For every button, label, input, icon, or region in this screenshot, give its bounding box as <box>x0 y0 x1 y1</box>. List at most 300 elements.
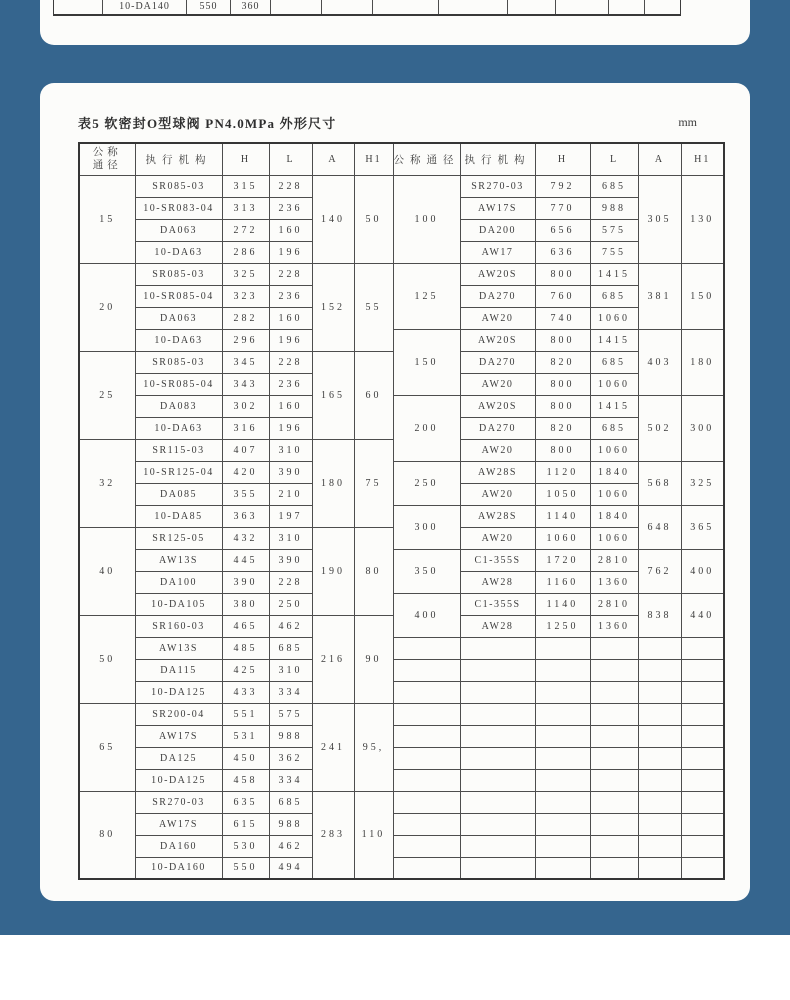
data-cell <box>590 769 638 791</box>
data-cell: 800 <box>535 395 590 417</box>
previous-table-card <box>40 0 750 45</box>
data-cell <box>393 813 460 835</box>
data-cell: 210 <box>269 483 312 505</box>
data-cell: 190 <box>312 527 354 615</box>
data-cell: 2810 <box>590 593 638 615</box>
data-cell: 648 <box>638 505 681 549</box>
data-cell <box>535 813 590 835</box>
data-cell <box>590 703 638 725</box>
data-cell: 420 <box>222 461 269 483</box>
data-cell: DA200 <box>460 219 535 241</box>
data-cell: DA270 <box>460 285 535 307</box>
data-cell: 407 <box>222 439 269 461</box>
data-cell <box>393 703 460 725</box>
data-cell <box>590 681 638 703</box>
data-cell: 228 <box>269 351 312 373</box>
data-cell: 10-DA160 <box>135 857 222 879</box>
data-cell: 1250 <box>535 615 590 637</box>
table-row <box>79 703 724 725</box>
data-cell: 575 <box>590 219 638 241</box>
table-row <box>79 813 724 835</box>
table-row <box>79 857 724 879</box>
data-cell: 390 <box>269 461 312 483</box>
data-cell: 820 <box>535 351 590 373</box>
data-cell: 575 <box>269 703 312 725</box>
data-cell: 362 <box>269 747 312 769</box>
data-cell: C1-355S <box>460 549 535 571</box>
data-cell: 310 <box>269 439 312 461</box>
data-cell <box>535 725 590 747</box>
data-cell: AW20S <box>460 329 535 351</box>
strip-cell: 360 <box>231 0 271 14</box>
data-cell <box>590 791 638 813</box>
data-cell: 90 <box>354 615 393 703</box>
table-row <box>79 395 724 417</box>
data-cell: 272 <box>222 219 269 241</box>
data-cell: 50 <box>354 175 393 263</box>
dn-cell: 40 <box>79 527 135 615</box>
data-cell: 760 <box>535 285 590 307</box>
data-cell: 1060 <box>590 439 638 461</box>
data-cell: 302 <box>222 395 269 417</box>
data-cell: C1-355S <box>460 593 535 615</box>
dn-cell: 200 <box>393 395 460 461</box>
dn-cell: 125 <box>393 263 460 329</box>
data-cell: SR115-03 <box>135 439 222 461</box>
data-cell: 988 <box>590 197 638 219</box>
data-cell <box>638 659 681 681</box>
data-cell <box>638 747 681 769</box>
data-cell: AW20S <box>460 395 535 417</box>
strip-cell <box>271 0 322 14</box>
data-cell: 1060 <box>590 483 638 505</box>
data-cell <box>638 703 681 725</box>
data-cell <box>535 769 590 791</box>
table-row <box>79 175 724 197</box>
table-row <box>79 263 724 285</box>
data-cell: DA085 <box>135 483 222 505</box>
data-cell: 250 <box>269 593 312 615</box>
data-cell: 196 <box>269 329 312 351</box>
data-cell: 10-SR085-04 <box>135 373 222 395</box>
data-cell <box>590 835 638 857</box>
data-cell: 160 <box>269 219 312 241</box>
data-cell: 1060 <box>590 527 638 549</box>
data-cell: AW13S <box>135 549 222 571</box>
data-cell <box>393 681 460 703</box>
data-cell: 10-DA63 <box>135 417 222 439</box>
data-cell: 685 <box>590 285 638 307</box>
data-cell: SR085-03 <box>135 175 222 197</box>
data-cell <box>535 637 590 659</box>
header-dn-right: 公称通径 <box>393 143 460 175</box>
data-cell <box>393 835 460 857</box>
table-row <box>79 835 724 857</box>
data-cell: 1140 <box>535 505 590 527</box>
data-cell: DA270 <box>460 351 535 373</box>
data-cell: 10-DA125 <box>135 769 222 791</box>
data-cell: 286 <box>222 241 269 263</box>
data-cell: SR085-03 <box>135 351 222 373</box>
strip-cell <box>373 0 439 14</box>
data-cell: AW17S <box>135 813 222 835</box>
data-cell: 502 <box>638 395 681 461</box>
header-a-left: A <box>312 143 354 175</box>
strip-cell <box>645 0 680 14</box>
header-actuator-right: 执行机构 <box>460 143 535 175</box>
data-cell: 160 <box>269 307 312 329</box>
data-cell: AW20 <box>460 483 535 505</box>
data-cell <box>590 637 638 659</box>
data-cell <box>638 813 681 835</box>
data-cell: AW17 <box>460 241 535 263</box>
strip-cell: 550 <box>187 0 231 14</box>
data-cell: 310 <box>269 659 312 681</box>
data-cell: 140 <box>312 175 354 263</box>
data-cell <box>681 791 724 813</box>
data-cell <box>393 769 460 791</box>
data-cell <box>681 659 724 681</box>
dn-cell: 65 <box>79 703 135 791</box>
data-cell <box>535 681 590 703</box>
data-cell: 283 <box>312 791 354 879</box>
data-cell: 440 <box>681 593 724 637</box>
header-dn-left-line1: 公称 <box>92 147 122 159</box>
data-cell: 296 <box>222 329 269 351</box>
data-cell: 355 <box>222 483 269 505</box>
data-cell <box>460 813 535 835</box>
data-cell <box>460 703 535 725</box>
table5-title: 表5 软密封O型球阀 PN4.0MPa 外形尺寸 <box>78 116 337 131</box>
data-cell: 1060 <box>590 373 638 395</box>
data-cell: 1060 <box>590 307 638 329</box>
data-cell: 458 <box>222 769 269 791</box>
data-cell: DA100 <box>135 571 222 593</box>
data-cell <box>681 637 724 659</box>
table-row <box>79 329 724 351</box>
data-cell: 228 <box>269 571 312 593</box>
table-row <box>79 659 724 681</box>
table-row <box>79 725 724 747</box>
data-cell: 685 <box>269 791 312 813</box>
data-cell <box>590 813 638 835</box>
data-cell <box>535 791 590 813</box>
data-cell: DA125 <box>135 747 222 769</box>
data-cell: 403 <box>638 329 681 395</box>
table5-title-row <box>78 113 705 131</box>
data-cell <box>590 725 638 747</box>
header-h-right: H <box>535 143 590 175</box>
data-cell: 615 <box>222 813 269 835</box>
data-cell: 762 <box>638 549 681 593</box>
header-a-right: A <box>638 143 681 175</box>
table5 <box>78 142 725 880</box>
data-cell: 180 <box>681 329 724 395</box>
data-cell: 485 <box>222 637 269 659</box>
table-row <box>79 791 724 813</box>
data-cell <box>638 769 681 791</box>
dn-cell: 25 <box>79 351 135 439</box>
data-cell: 2810 <box>590 549 638 571</box>
data-cell: DA063 <box>135 307 222 329</box>
data-cell: AW20S <box>460 263 535 285</box>
data-cell: 800 <box>535 373 590 395</box>
data-cell <box>393 747 460 769</box>
data-cell: 325 <box>222 263 269 285</box>
data-cell: AW20 <box>460 307 535 329</box>
data-cell: 800 <box>535 329 590 351</box>
data-cell: 55 <box>354 263 393 351</box>
data-cell: 236 <box>269 285 312 307</box>
data-cell: 313 <box>222 197 269 219</box>
data-cell: 95, <box>354 703 393 791</box>
data-cell: 432 <box>222 527 269 549</box>
data-cell: 196 <box>269 417 312 439</box>
data-cell: 315 <box>222 175 269 197</box>
data-cell: SR085-03 <box>135 263 222 285</box>
data-cell: 160 <box>269 395 312 417</box>
data-cell: 433 <box>222 681 269 703</box>
data-cell: AW28 <box>460 615 535 637</box>
dn-cell: 32 <box>79 439 135 527</box>
unit-label: mm <box>678 115 697 129</box>
data-cell <box>681 769 724 791</box>
data-cell: 10-SR085-04 <box>135 285 222 307</box>
data-cell: 685 <box>590 175 638 197</box>
data-cell <box>681 857 724 879</box>
data-cell: 770 <box>535 197 590 219</box>
data-cell: 450 <box>222 747 269 769</box>
data-cell: DA063 <box>135 219 222 241</box>
data-cell: 1050 <box>535 483 590 505</box>
data-cell <box>535 835 590 857</box>
dn-cell: 300 <box>393 505 460 549</box>
data-cell: 390 <box>222 571 269 593</box>
data-cell: 152 <box>312 263 354 351</box>
header-row <box>79 143 724 175</box>
data-cell: 635 <box>222 791 269 813</box>
data-cell: 10-DA85 <box>135 505 222 527</box>
data-cell: 282 <box>222 307 269 329</box>
data-cell: 636 <box>535 241 590 263</box>
data-cell <box>681 725 724 747</box>
dn-cell: 350 <box>393 549 460 593</box>
data-cell <box>638 637 681 659</box>
data-cell <box>460 769 535 791</box>
data-cell: 838 <box>638 593 681 637</box>
table-row <box>79 593 724 615</box>
data-cell: 334 <box>269 681 312 703</box>
data-cell <box>393 659 460 681</box>
data-cell <box>638 725 681 747</box>
data-cell <box>535 703 590 725</box>
header-dn-left <box>79 143 135 175</box>
data-cell: 228 <box>269 263 312 285</box>
data-cell: 334 <box>269 769 312 791</box>
data-cell: 988 <box>269 725 312 747</box>
data-cell <box>638 857 681 879</box>
strip-cell <box>322 0 373 14</box>
data-cell: DA160 <box>135 835 222 857</box>
data-cell: AW17S <box>135 725 222 747</box>
data-cell: 1060 <box>535 527 590 549</box>
data-cell: 380 <box>222 593 269 615</box>
data-cell <box>460 725 535 747</box>
data-cell: 10-DA63 <box>135 329 222 351</box>
data-cell: 390 <box>269 549 312 571</box>
data-cell: SR270-03 <box>135 791 222 813</box>
data-cell: 300 <box>681 395 724 461</box>
strip-cell <box>54 0 103 14</box>
dn-cell: 250 <box>393 461 460 505</box>
table-row <box>79 637 724 659</box>
data-cell: 1120 <box>535 461 590 483</box>
data-cell: 1160 <box>535 571 590 593</box>
data-cell <box>393 791 460 813</box>
data-cell: 381 <box>638 263 681 329</box>
data-cell: 465 <box>222 615 269 637</box>
data-cell: 1140 <box>535 593 590 615</box>
data-cell <box>460 659 535 681</box>
data-cell: 150 <box>681 263 724 329</box>
data-cell: 110 <box>354 791 393 879</box>
data-cell <box>681 703 724 725</box>
dn-cell: 400 <box>393 593 460 637</box>
data-cell: AW28 <box>460 571 535 593</box>
data-cell: 800 <box>535 439 590 461</box>
data-cell <box>638 791 681 813</box>
data-cell: 400 <box>681 549 724 593</box>
dn-cell: 15 <box>79 175 135 263</box>
data-cell <box>638 835 681 857</box>
table-row <box>79 747 724 769</box>
data-cell <box>590 659 638 681</box>
strip-cell <box>508 0 556 14</box>
data-cell: 197 <box>269 505 312 527</box>
dn-cell: 100 <box>393 175 460 263</box>
data-cell: 60 <box>354 351 393 439</box>
strip-cell: 10-DA140 <box>103 0 187 14</box>
data-cell <box>460 747 535 769</box>
table-row <box>79 681 724 703</box>
data-cell: SR125-05 <box>135 527 222 549</box>
table-row <box>79 505 724 527</box>
header-l-left: L <box>269 143 312 175</box>
data-cell: 800 <box>535 263 590 285</box>
data-cell <box>535 857 590 879</box>
data-cell: 755 <box>590 241 638 263</box>
data-cell: 365 <box>681 505 724 549</box>
data-cell: DA270 <box>460 417 535 439</box>
data-cell: 363 <box>222 505 269 527</box>
data-cell <box>681 681 724 703</box>
table-row <box>79 769 724 791</box>
data-cell: AW20 <box>460 527 535 549</box>
data-cell: 10-SR125-04 <box>135 461 222 483</box>
data-cell: 165 <box>312 351 354 439</box>
data-cell: 988 <box>269 813 312 835</box>
data-cell: 530 <box>222 835 269 857</box>
data-cell: 550 <box>222 857 269 879</box>
data-cell: 310 <box>269 527 312 549</box>
data-cell: 1360 <box>590 571 638 593</box>
data-cell: AW28S <box>460 505 535 527</box>
header-actuator-left: 执行机构 <box>135 143 222 175</box>
data-cell: 325 <box>681 461 724 505</box>
data-cell: 343 <box>222 373 269 395</box>
dn-cell: 50 <box>79 615 135 703</box>
table5-card <box>40 83 750 901</box>
data-cell <box>460 791 535 813</box>
strip-cell <box>556 0 609 14</box>
data-cell: 462 <box>269 615 312 637</box>
data-cell: AW20 <box>460 373 535 395</box>
data-cell <box>535 747 590 769</box>
data-cell <box>590 747 638 769</box>
data-cell: AW13S <box>135 637 222 659</box>
data-cell: 820 <box>535 417 590 439</box>
data-cell: 130 <box>681 175 724 263</box>
data-cell: 1720 <box>535 549 590 571</box>
data-cell: 685 <box>590 351 638 373</box>
header-l-right: L <box>590 143 638 175</box>
table-row <box>79 549 724 571</box>
data-cell: 10-DA125 <box>135 681 222 703</box>
data-cell: 323 <box>222 285 269 307</box>
data-cell: 792 <box>535 175 590 197</box>
data-cell: 1360 <box>590 615 638 637</box>
data-cell <box>681 813 724 835</box>
data-cell: 180 <box>312 439 354 527</box>
data-cell: 425 <box>222 659 269 681</box>
data-cell: 216 <box>312 615 354 703</box>
data-cell: SR160-03 <box>135 615 222 637</box>
data-cell: 531 <box>222 725 269 747</box>
header-h-left: H <box>222 143 269 175</box>
data-cell: 656 <box>535 219 590 241</box>
data-cell: 345 <box>222 351 269 373</box>
header-h1-left: H1 <box>354 143 393 175</box>
data-cell: SR200-04 <box>135 703 222 725</box>
data-cell <box>460 835 535 857</box>
data-cell <box>460 681 535 703</box>
data-cell: 1415 <box>590 395 638 417</box>
previous-table-last-row <box>53 0 681 16</box>
dn-cell: 150 <box>393 329 460 395</box>
data-cell <box>393 725 460 747</box>
header-h1-right: H1 <box>681 143 724 175</box>
data-cell: 10-DA63 <box>135 241 222 263</box>
data-cell: 494 <box>269 857 312 879</box>
header-dn-left-line2: 通径 <box>92 160 122 172</box>
data-cell: 305 <box>638 175 681 263</box>
data-cell <box>460 637 535 659</box>
data-cell <box>590 857 638 879</box>
data-cell: AW17S <box>460 197 535 219</box>
data-cell: 445 <box>222 549 269 571</box>
data-cell: AW28S <box>460 461 535 483</box>
data-cell: DA083 <box>135 395 222 417</box>
data-cell <box>460 857 535 879</box>
data-cell: 10-DA105 <box>135 593 222 615</box>
data-cell: 568 <box>638 461 681 505</box>
data-cell: 241 <box>312 703 354 791</box>
data-cell: 685 <box>269 637 312 659</box>
data-cell: 10-SR083-04 <box>135 197 222 219</box>
data-cell: 551 <box>222 703 269 725</box>
data-cell <box>393 637 460 659</box>
strip-cell <box>439 0 508 14</box>
